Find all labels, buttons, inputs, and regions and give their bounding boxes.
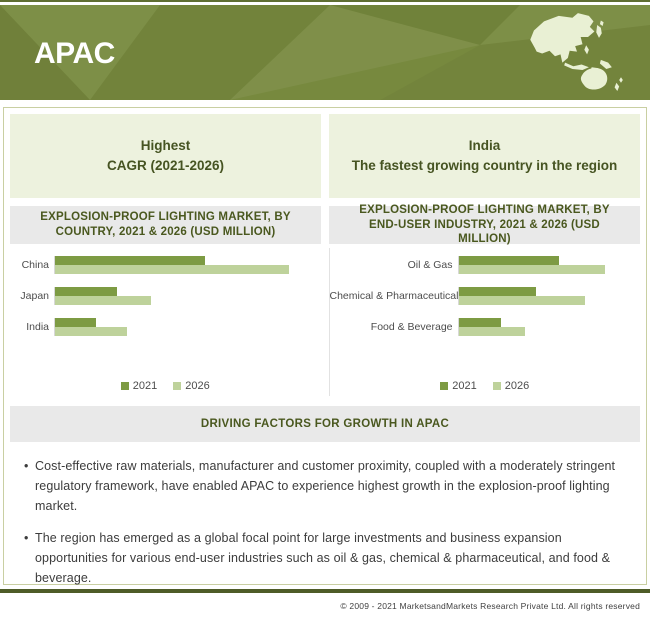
- bar-chart-by-end-user: [329, 248, 641, 396]
- chart-legend: [10, 380, 321, 396]
- legend-item: [440, 380, 476, 392]
- bar-2026: [55, 296, 151, 305]
- driving-factors-list: [10, 442, 640, 588]
- chart-category-row: [10, 256, 321, 274]
- content-container: [3, 107, 647, 585]
- legend-label: 2026: [504, 380, 530, 392]
- apac-map-icon: [522, 9, 632, 97]
- bar-chart-by-country: [10, 248, 321, 396]
- highlight-line1: India: [468, 138, 501, 154]
- bar-group: [458, 287, 641, 305]
- highlight-line2: CAGR (2021-2026): [106, 158, 225, 173]
- chart-title-by-country: EXPLOSION-PROOF LIGHTING MARKET, BY COUNTRY, 2021 & 2026 (USD MILLION): [10, 206, 321, 244]
- legend-item: [173, 380, 209, 392]
- legend-swatch: [493, 382, 501, 390]
- highlight-box-cagr: [10, 114, 321, 198]
- legend-item: [493, 380, 529, 392]
- bar-2026: [459, 296, 585, 305]
- highlight-row: [10, 114, 640, 198]
- category-label: Oil & Gas: [407, 259, 453, 271]
- chart-title-row: [10, 203, 640, 246]
- chart-category-row: [330, 256, 641, 274]
- driving-factor-item: • Cost-effective raw materials, manufacturer and customer proximity, coupled with a moderately stringent regulatory framework, have enabled APAC to experience highest growth in the explosion-proof lighting market.: [24, 456, 632, 516]
- bar-2026: [459, 265, 605, 274]
- chart-category-row: [330, 318, 641, 336]
- copyright-text: © 2009 - 2021 MarketsandMarkets Research Private Ltd. All rights reserved: [340, 601, 640, 611]
- category-label: Japan: [20, 290, 49, 302]
- bar-2026: [55, 327, 127, 336]
- highlight-line1: Highest: [140, 138, 191, 154]
- bar-group: [54, 256, 321, 274]
- header-band: [0, 5, 650, 100]
- legend-swatch: [121, 382, 129, 390]
- category-label: Chemical & Pharmaceutical: [329, 290, 459, 302]
- legend-label: 2021: [132, 380, 158, 392]
- bar-2021: [55, 287, 117, 296]
- page-title: APAC: [34, 37, 115, 70]
- highlight-line2: The fastest growing country in the region: [351, 158, 618, 173]
- top-divider: [0, 0, 650, 2]
- chart-category-row: [10, 287, 321, 305]
- bar-group: [54, 287, 321, 305]
- legend-label: 2021: [452, 380, 477, 392]
- bar-2021: [55, 318, 96, 327]
- driving-factors-header: DRIVING FACTORS FOR GROWTH IN APAC: [10, 406, 640, 442]
- category-label: India: [26, 321, 49, 333]
- category-label: Food & Beverage: [370, 321, 453, 333]
- legend-swatch: [440, 382, 448, 390]
- bar-2026: [459, 327, 526, 336]
- highlight-box-india: [329, 114, 640, 198]
- bar-2026: [55, 265, 289, 274]
- bar-group: [54, 318, 321, 336]
- chart-legend: [330, 380, 641, 396]
- bar-2021: [459, 318, 501, 327]
- chart-category-row: [10, 318, 321, 336]
- legend-label: 2026: [185, 380, 210, 392]
- bar-group: [458, 256, 641, 274]
- chart-category-row: [330, 287, 641, 305]
- bar-2021: [459, 287, 536, 296]
- bar-group: [458, 318, 641, 336]
- chart-title-by-end-user: EXPLOSION-PROOF LIGHTING MARKET, BY END-USER INDUSTRY, 2021 & 2026 (USD MILLION): [329, 206, 640, 244]
- driving-factor-item: • The region has emerged as a global focal point for large investments and business expansion opportunities for various end-user industries such as oil & gas, chemical & pharmaceutical, and food & beverage.: [24, 528, 632, 588]
- category-label: China: [21, 259, 49, 271]
- legend-swatch: [173, 382, 181, 390]
- charts-row: [10, 248, 640, 396]
- legend-item: [121, 380, 157, 392]
- bar-2021: [55, 256, 205, 265]
- bar-2021: [459, 256, 560, 265]
